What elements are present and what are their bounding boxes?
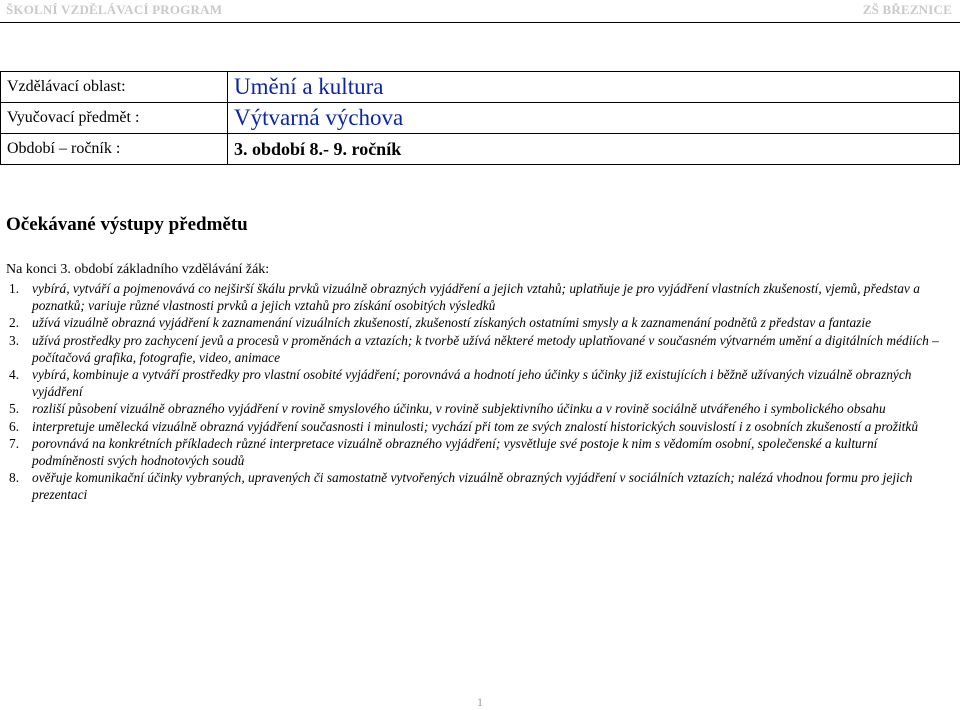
item-number: 6. <box>9 418 20 434</box>
row-period <box>1 134 960 165</box>
item-text: užívá prostředky pro zachycení jevů a procesů v proměnách a vztazích; k tvorbě užívá některé metody uplatňované v současném výtvarném umění a digitálních médiích – počítačová grafika, fotografie, video, animace <box>32 332 939 365</box>
row-subject <box>1 103 960 134</box>
row-area <box>1 72 960 103</box>
value-subject: Výtvarná výchova <box>228 103 960 134</box>
item-text: rozliší působení vizuálně obrazného vyjádření v rovině smyslového účinku, v rovině subjektivního účinku a v rovině sociálně utvářeného i symbolického obsahu <box>32 401 886 417</box>
item-number: 1. <box>9 281 20 296</box>
item-text: vybírá, kombinuje a vytváří prostředky pro vlastní osobité vyjádření; porovnává a hodnotí jeho účinky s účinky již existujících i běžně užívaných vizuálně obrazných vyjádření <box>32 367 912 400</box>
item-text: interpretuje umělecká vizuálně obrazná vyjádření současnosti i minulosti; vychází při tom ze svých znalostí historických souvislostí i z osobních zkušeností a prožitků <box>32 418 919 434</box>
intro-text: Na konci 3. období základního vzdělávání žák: <box>6 262 270 277</box>
header-school-name: ZŠ BŘEZNICE <box>862 2 952 17</box>
item-text: porovnává na konkrétních příkladech různé interpretace vizuálně obrazného vyjádření; vysvětluje své postoje k nim s vědomím osobní, společenské a kulturní podmíněnosti svých hodnotových soudů <box>32 435 878 469</box>
subject-info-table <box>0 71 960 165</box>
header-school-program: ŠKOLNÍ VZDĚLÁVACÍ PROGRAM <box>6 2 223 17</box>
item-number: 5. <box>9 401 20 417</box>
label-area: Vzdělávací oblast: <box>1 72 228 103</box>
list-item <box>6 314 946 331</box>
outcomes-list <box>6 280 946 504</box>
list-item <box>6 418 946 435</box>
item-text: ověřuje komunikační účinky vybraných, upravených či samostatně vytvořených vizuálně obrazných vyjádření v sociálních vztazích; nalézá vhodnou formu pro jejich prezentaci <box>32 470 913 503</box>
item-number: 4. <box>9 367 20 383</box>
value-period: 3. období 8.- 9. ročník <box>228 134 960 165</box>
header-rule <box>0 22 960 23</box>
page-number: 1 <box>477 695 483 709</box>
list-item <box>6 469 946 503</box>
item-number: 7. <box>9 435 20 451</box>
item-number: 3. <box>9 332 20 348</box>
item-number: 2. <box>9 315 20 331</box>
label-period: Období – ročník : <box>1 134 228 165</box>
list-item <box>6 400 946 417</box>
list-item <box>6 332 946 366</box>
list-item <box>6 435 946 469</box>
item-number: 8. <box>9 470 20 486</box>
label-subject: Vyučovací předmět : <box>1 103 228 134</box>
list-item <box>6 366 946 400</box>
section-title: Očekávané výstupy předmětu <box>6 214 248 235</box>
item-text: vybírá, vytváří a pojmenovává co nejširší škálu prvků vizuálně obrazných vyjádření a jejich vztahů; uplatňuje je pro vyjádření vlastních zkušeností, vjemů, představ a poznatků; variuje různé vlastnosti prvků a jejich vztahů pro získání osobitých výsledků <box>32 281 920 314</box>
item-text: užívá vizuálně obrazná vyjádření k zaznamenání vizuálních zkušeností, zkušeností získaných ostatními smysly a k zaznamenání podnětů z představ a fantazie <box>32 315 872 331</box>
list-item <box>6 280 946 314</box>
value-area: Umění a kultura <box>228 72 960 103</box>
